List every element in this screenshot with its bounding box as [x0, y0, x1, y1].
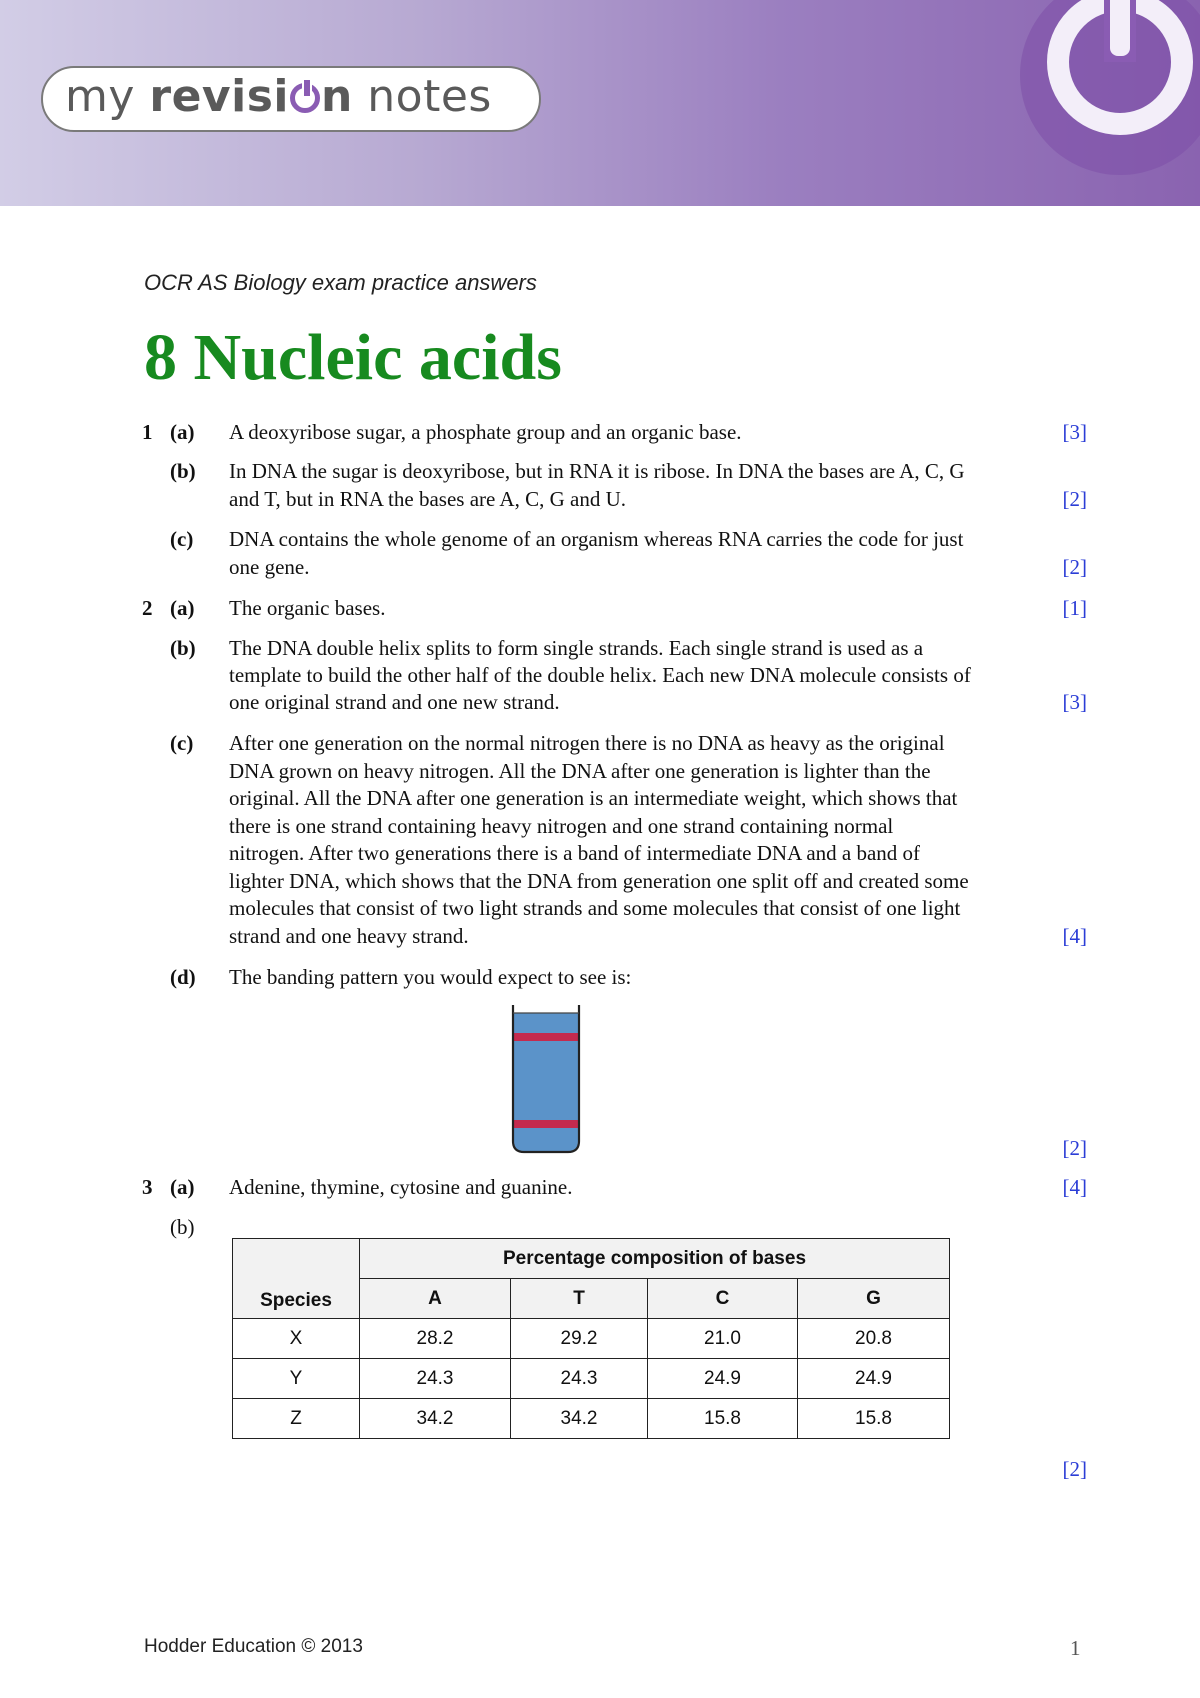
table-row — [233, 1399, 950, 1439]
question-number: 3 — [142, 1175, 153, 1199]
table-cell: 34.2 — [511, 1399, 648, 1439]
answer-text: one original strand and one new strand. — [229, 690, 560, 714]
power-icon — [1000, 0, 1200, 190]
page-title: 8 Nucleic acids — [144, 321, 562, 394]
species-header: Species — [233, 1239, 360, 1319]
answer-text: A deoxyribose sugar, a phosphate group and an organic base. — [229, 420, 742, 444]
part-label: (c) — [170, 527, 194, 551]
answer-text: and T, but in RNA the bases are A, C, G and U. — [229, 487, 627, 511]
column-header: T — [511, 1279, 648, 1319]
part-label: (c) — [170, 731, 194, 755]
footer-publisher: Hodder Education © 2013 — [144, 1636, 363, 1657]
test-tube-diagram — [510, 1005, 582, 1154]
species-cell: X — [233, 1319, 360, 1359]
table-cell: 34.2 — [360, 1399, 511, 1439]
part-label: (a) — [170, 420, 195, 444]
mark-badge: [1] — [1062, 596, 1087, 620]
page-number: 1 — [1070, 1636, 1081, 1660]
part-label: (b) — [170, 459, 196, 483]
logo-word-my: my — [65, 71, 150, 122]
table-cell: 24.3 — [360, 1359, 511, 1399]
species-cell: Z — [233, 1399, 360, 1439]
header-banner — [0, 0, 1200, 206]
group-header: Percentage composition of bases — [360, 1239, 950, 1279]
mark-badge: [2] — [1062, 1457, 1087, 1481]
power-o-icon — [290, 83, 320, 113]
table-cell: 24.9 — [798, 1359, 950, 1399]
mark-badge: [3] — [1062, 420, 1087, 444]
part-label: (a) — [170, 1175, 195, 1199]
logo-word-notes: notes — [352, 71, 492, 122]
column-header: A — [360, 1279, 511, 1319]
base-composition-table — [232, 1238, 950, 1439]
logo-text — [65, 71, 492, 122]
answer-text: template to build the other half of the double helix. Each new DNA molecule consists of — [229, 663, 971, 687]
mark-badge: [4] — [1062, 1175, 1087, 1199]
dna-band-upper — [514, 1033, 578, 1041]
answer-text: nitrogen. After two generations there is a band of intermediate DNA and a band of — [229, 841, 921, 865]
answer-text: The banding pattern you would expect to see is: — [229, 965, 632, 989]
dna-band-lower — [514, 1120, 578, 1128]
answer-text: DNA contains the whole genome of an organism whereas RNA carries the code for just — [229, 527, 964, 551]
table-cell: 24.3 — [511, 1359, 648, 1399]
answer-text: After one generation on the normal nitrogen there is no DNA as heavy as the original — [229, 731, 945, 755]
answer-text: there is one strand containing heavy nitrogen and one strand containing normal — [229, 813, 894, 838]
table-cell: 20.8 — [798, 1319, 950, 1359]
answer-text: original. All the DNA after one generation is an intermediate weight, which shows that — [229, 786, 958, 810]
question-number: 1 — [142, 420, 153, 444]
document-subtitle: OCR AS Biology exam practice answers — [144, 270, 537, 295]
logo — [41, 66, 541, 132]
column-header: G — [798, 1279, 950, 1319]
answer-text: Adenine, thymine, cytosine and guanine. — [229, 1175, 573, 1199]
column-header: C — [648, 1279, 798, 1319]
table-cell: 29.2 — [511, 1319, 648, 1359]
logo-word-revision-start: revisi — [149, 71, 289, 122]
table-row — [233, 1359, 950, 1399]
table-cell: 24.9 — [648, 1359, 798, 1399]
answer-text: The DNA double helix splits to form single strands. Each single strand is used as a — [229, 636, 924, 660]
answer-text: one gene. — [229, 555, 310, 579]
mark-badge: [2] — [1062, 487, 1087, 511]
table-cell: 21.0 — [648, 1319, 798, 1359]
table-cell: 15.8 — [648, 1399, 798, 1439]
mark-badge: [2] — [1062, 1136, 1087, 1160]
part-label: (d) — [170, 965, 196, 989]
species-cell: Y — [233, 1359, 360, 1399]
part-label: (b) — [170, 1215, 195, 1239]
answer-text: molecules that consist of two light strands and some molecules that consist of one light — [229, 896, 961, 920]
part-label: (a) — [170, 596, 195, 620]
table-cell: 28.2 — [360, 1319, 511, 1359]
answer-text: lighter DNA, which shows that the DNA from generation one split off and created some — [229, 868, 969, 893]
part-label: (b) — [170, 636, 196, 660]
answer-text: The organic bases. — [229, 596, 386, 620]
mark-badge: [3] — [1062, 690, 1087, 714]
answer-text: strand and one heavy strand. — [229, 923, 469, 948]
answer-text: In DNA the sugar is deoxyribose, but in RNA it is ribose. In DNA the bases are A, C, G — [229, 459, 965, 483]
mark-badge: [2] — [1062, 555, 1087, 579]
logo-word-revision-end: n — [320, 71, 353, 122]
table-cell: 15.8 — [798, 1399, 950, 1439]
table-row — [233, 1319, 950, 1359]
mark-badge: [4] — [1062, 923, 1087, 948]
answer-text: DNA grown on heavy nitrogen. All the DNA after one generation is lighter than the — [229, 758, 931, 783]
question-number: 2 — [142, 596, 153, 620]
